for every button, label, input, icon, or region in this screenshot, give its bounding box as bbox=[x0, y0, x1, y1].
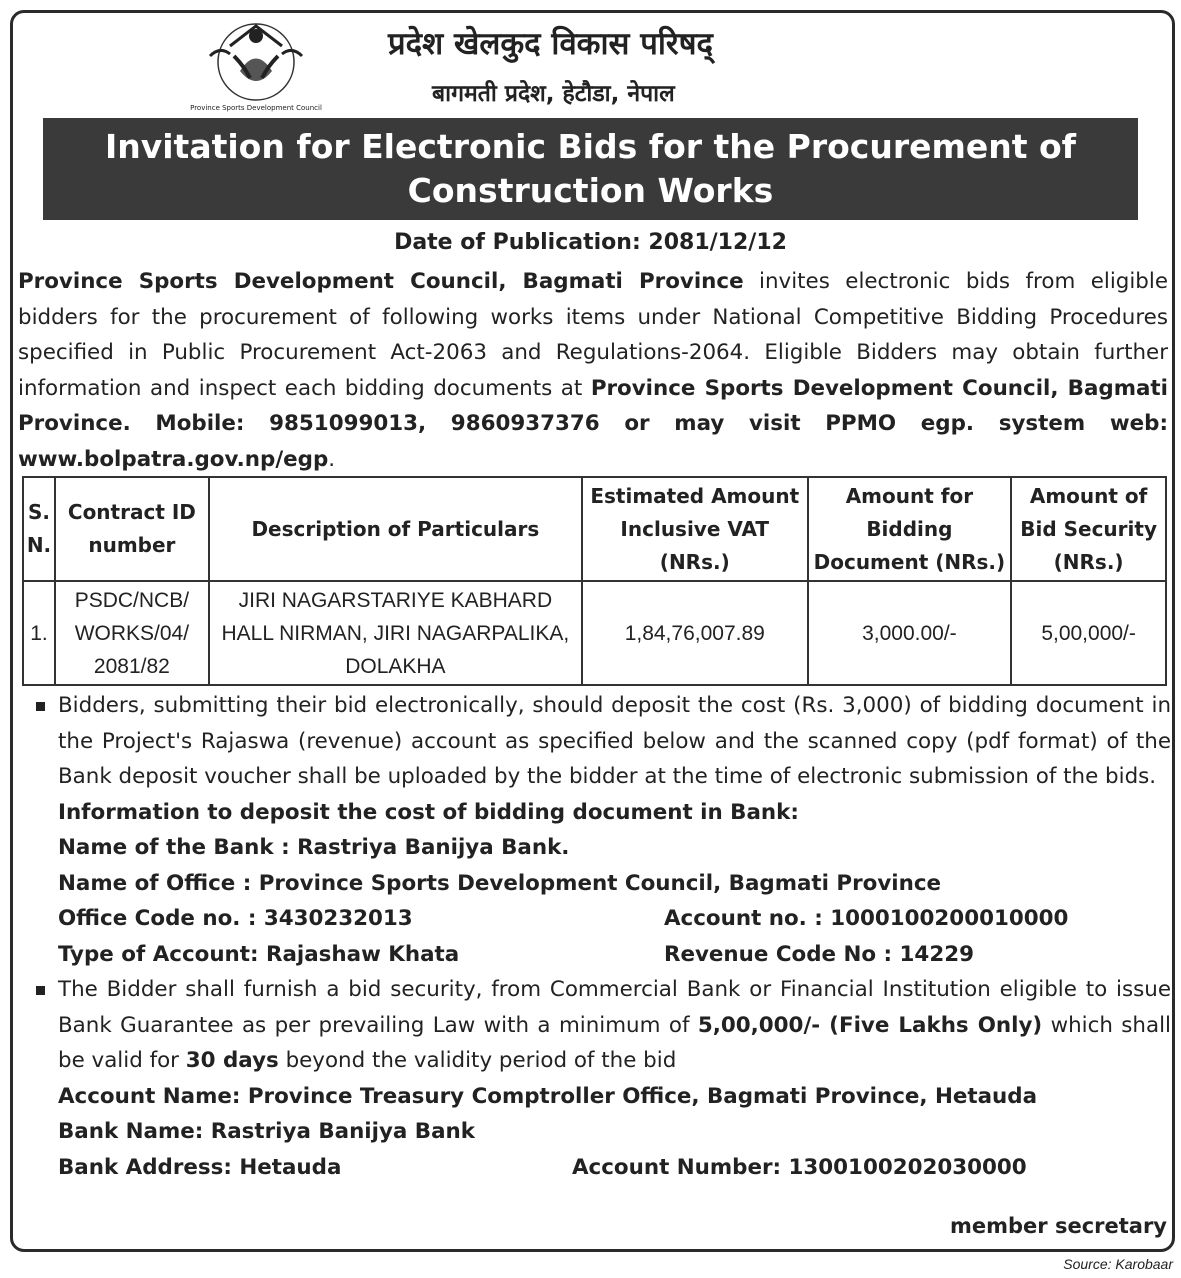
cell-bidding-doc: 3,000.00/- bbox=[808, 581, 1012, 685]
org-name: प्रदेश खेलकुद विकास परिषद् bbox=[388, 26, 713, 62]
header-sn: S. N. bbox=[23, 477, 55, 581]
cell-bid-security: 5,00,000/- bbox=[1011, 581, 1166, 685]
title-banner bbox=[43, 118, 1138, 220]
security-bank-address: Bank Address: Hetauda bbox=[58, 1154, 342, 1180]
deposit-bank-name: Name of the Bank : Rastriya Banijya Bank. bbox=[58, 835, 570, 860]
deposit-type-row bbox=[36, 937, 1171, 973]
cell-contract-id: PSDC/NCB/ WORKS/04/ 2081/82 bbox=[55, 581, 209, 685]
title-line-1: Invitation for Electronic Bids for the Procurement of bbox=[104, 127, 1077, 166]
deposit-office-code: Office Code no. : 3430232013 bbox=[58, 906, 413, 931]
council-logo bbox=[190, 16, 322, 114]
org-address: बागमती प्रदेश, हेटौडा, नेपाल bbox=[432, 81, 675, 107]
deposit-revenue-code: Revenue Code No : 14229 bbox=[664, 941, 974, 967]
deposit-account-no: Account no. : 1000100200010000 bbox=[664, 906, 1069, 931]
intro-end: . bbox=[328, 446, 336, 472]
intro-paragraph bbox=[18, 264, 1168, 477]
bids-table bbox=[22, 476, 1167, 686]
signature: member secretary bbox=[950, 1214, 1167, 1238]
bullet-security-text-b: which shall be valid for bbox=[58, 1012, 1171, 1073]
bullet-security bbox=[36, 972, 1171, 1079]
bullet-icon bbox=[36, 986, 45, 995]
header-estimated: Estimated Amount Inclusive VAT (NRs.) bbox=[582, 477, 808, 581]
bullet-security-amount: 5,00,000/- (Five Lakhs Only) bbox=[697, 1012, 1043, 1038]
header-bid-security: Amount of Bid Security (NRs.) bbox=[1011, 477, 1166, 581]
deposit-office-name: Name of Office : Province Sports Development Council, Bagmati Province bbox=[58, 870, 942, 896]
intro-org-bold: Province Sports Development Council, Bagmati Province bbox=[18, 269, 744, 294]
security-account-number: Account Number: 1300100202030000 bbox=[572, 1154, 1027, 1180]
header-description: Description of Particulars bbox=[209, 477, 582, 581]
bullet-deposit bbox=[36, 688, 1171, 795]
bullet-security-text-a: The Bidder shall furnish a bid security, from Commercial Bank or Financial Institution eligible to issue Bank Guarantee as per prevailing Law with a minimum of bbox=[58, 977, 1171, 1038]
deposit-section bbox=[36, 688, 1171, 1185]
bullet-deposit-text: Bidders, submitting their bid electronically, should deposit the cost (Rs. 3,000) of bidding document in the Project's Rajaswa (revenue) account as specified below and the scanned copy (pdf format) of the Bank deposit voucher shall be uploaded by the bidder at the time of electronic submission of the bids. bbox=[58, 693, 1171, 789]
deposit-info-heading: Information to deposit the cost of bidding document in Bank: bbox=[58, 799, 799, 825]
security-bank-name: Bank Name: Rastriya Banijya Bank bbox=[58, 1119, 475, 1144]
intro-contact-bold: Province Sports Development Council, Bagmati Province. Mobile: 9851099013, 9860937376 or may visit PPMO egp. system web: www.bolpatra.gov.np/egp bbox=[18, 375, 1168, 472]
cell-estimated: 1,84,76,007.89 bbox=[582, 581, 808, 685]
intro-text: invites electronic bids from eligible bidders for the procurement of following works items under National Competitive Bidding Procedures specified in Public Procurement Act-2063 and Regulations-2064. Eligible Bidders may obtain further information and inspect each bidding documents at bbox=[18, 269, 1168, 401]
cell-sn: 1. bbox=[23, 581, 55, 685]
header-contract-id: Contract ID number bbox=[55, 477, 209, 581]
publication-date: Date of Publication: 2081/12/12 bbox=[394, 230, 787, 255]
table-row bbox=[23, 581, 1166, 685]
security-account-name: Account Name: Province Treasury Comptroller Office, Bagmati Province, Hetauda bbox=[58, 1083, 1038, 1109]
bullet-security-text-c: beyond the validity period of the bid bbox=[278, 1048, 677, 1073]
security-address-row bbox=[36, 1150, 1171, 1186]
title-line-2: Construction Works bbox=[407, 171, 774, 210]
bullet-icon bbox=[36, 702, 45, 711]
source-credit: Source: Karobaar bbox=[1063, 1256, 1173, 1272]
header-bidding-doc: Amount for Bidding Document (NRs.) bbox=[808, 477, 1012, 581]
cell-description: JIRI NAGARSTARIYE KABHARD HALL NIRMAN, JIRI NAGARPALIKA, DOLAKHA bbox=[209, 581, 582, 685]
bullet-security-days: 30 days bbox=[185, 1048, 279, 1073]
table-header-row bbox=[23, 477, 1166, 581]
deposit-codes-row bbox=[36, 901, 1171, 937]
logo-text: Province Sports Development Council bbox=[190, 104, 322, 112]
deposit-account-type: Type of Account: Rajashaw Khata bbox=[58, 941, 460, 967]
